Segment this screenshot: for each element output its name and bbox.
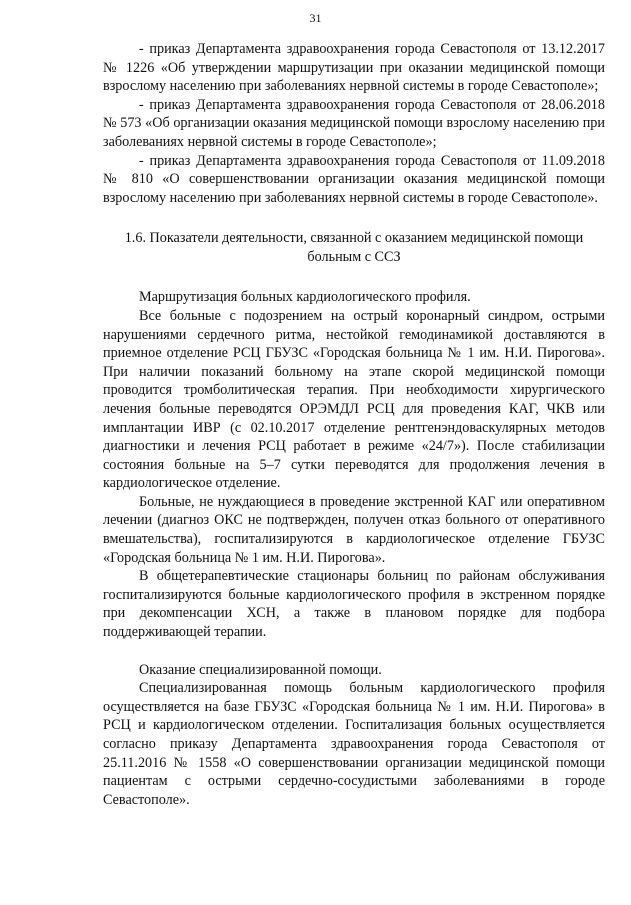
page-number: 31 <box>309 11 322 25</box>
paragraph-specialized-care: Специализированная помощь больным кардиологического профиля осуществляется на базе ГБУЗС «Городская больница № 1 им. Н.И. Пирогова» в РСЦ и кардиологическом отделении. Госпитализация больных осуществляется согласно приказу Департамента здравоохранения города Севастополя от 25.11.2016 № 1558 «О совершенствовании организации медицинской помощи пациентам с острыми сердечно-сосудистыми заболеваниями в городе Севастополе». <box>103 680 605 808</box>
subheading-routing: Маршрутизация больных кардиологического профиля. <box>139 289 471 306</box>
subheading-specialized-care: Оказание специализированной помощи. <box>139 661 382 678</box>
paragraph-non-urgent: Больные, не нуждающиеся в проведение экстренной КАГ или оперативном лечении (диагноз ОКС не подтвержден, получен отказ больного от оперативного вмешательства), госпитализируются в кардиологическое отделение ГБУЗС «Городская больница № 1 им. Н.И. Пирогова». <box>103 493 605 566</box>
paragraph-acs-routing: Все больные с подозрением на острый коронарный синдром, острыми нарушениями сердечного ритма, нестойкой гемодинамикой доставляются в приемное отделение РСЦ ГБУЗС «Городская больница № 1 им. Н.И. Пирогова». При наличии показаний больному на этапе скорой медицинской помощи проводится тромболитическая терапия. При необходимости хирургического лечения больные переводятся ОРЭМДЛ РСЦ для проведения КАГ, ЧКВ или имплантации ИВР (с 02.10.2017 отделение рентгенэндоваскулярных методов диагностики и лечения РСЦ работает в режиме «24/7»). После стабилизации состояния больные на 5–7 сутки переводятся для продолжения лечения в кардиологическое отделение. <box>103 307 605 492</box>
paragraph-order-1226: - приказ Департамента здравоохранения города Севастополя от 13.12.2017 № 1226 «Об утверждении маршрутизации при оказании медицинской помощи взрослому населению при заболеваниях нервной системы в городе Севастополе»; <box>103 41 605 95</box>
paragraph-order-810: - приказ Департамента здравоохранения города Севастополя от 11.09.2018 № 810 «О совершенствовании организации оказания медицинской помощи взрослому населению при заболеваниях нервной системы в городе Севастополе». <box>103 152 605 206</box>
paragraph-general-hospitals: В общетерапевтические стационары больниц по районам обслуживания госпитализируются больные кардиологического профиля в экстренном порядке при декомпенсации ХСН, а также в плановом порядке для подбора поддерживающей терапии. <box>103 568 605 641</box>
paragraph-order-573: - приказ Департамента здравоохранения города Севастополя от 28.06.2018 № 573 «Об организации оказания медицинской помощи взрослому населению при заболеваниях нервной системы в городе Севастополе»; <box>103 96 605 150</box>
document-body <box>103 40 605 809</box>
section-heading: 1.6. Показатели деятельности, связанной с оказанием медицинской помощи больным с ССЗ <box>124 230 584 266</box>
